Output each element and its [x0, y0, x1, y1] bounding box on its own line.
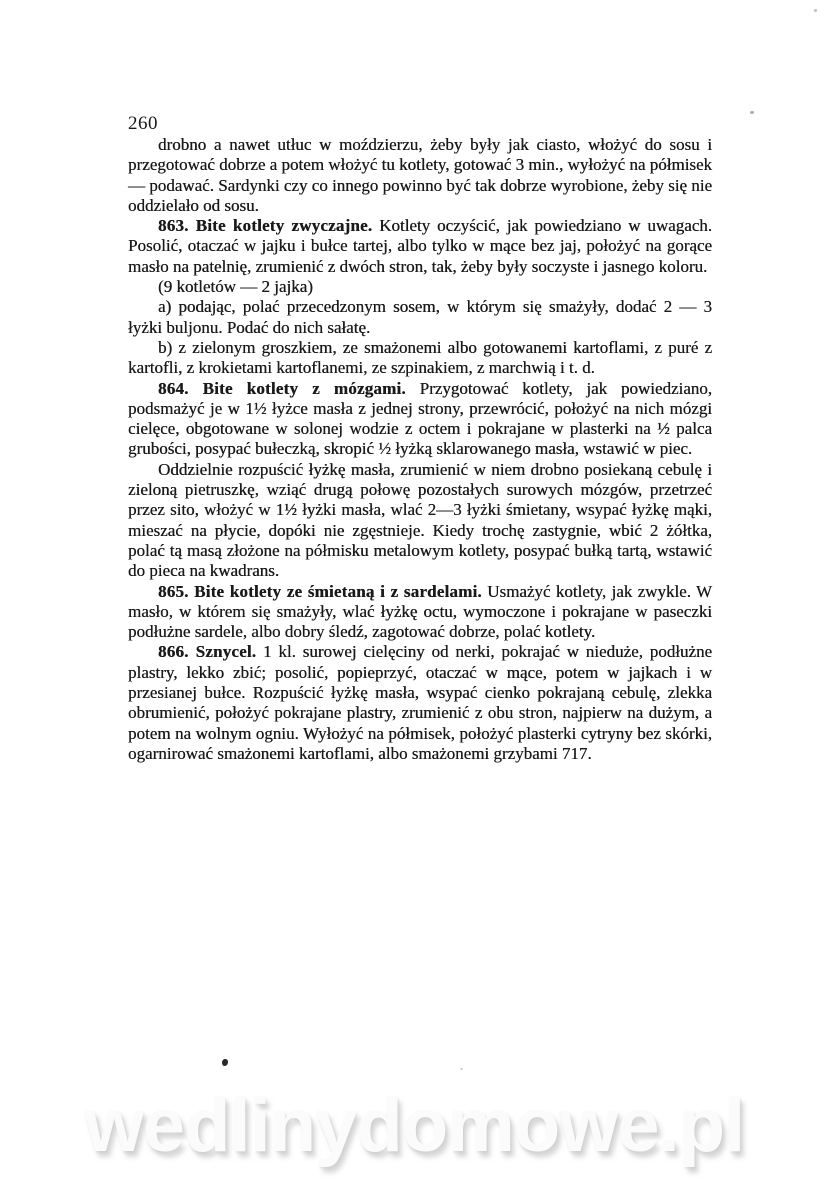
- recipe-865-paragraph: [128, 582, 712, 643]
- recipe-864-body: Przygotować kotlety, jak powiedziano, podsmażyć je w 1½ łyżce masła z jednej strony, przewrócić, położyć na nich mózgi cielęce, obgotowane w solonej wodzie z octem i pokrajane w plasterki na ½ palca grubości, posypać bułeczką, skropić ½ łyżką sklarowanego masła, wstawić w piec.: [128, 378, 713, 459]
- recipe-863-heading: [158, 216, 372, 235]
- recipe-865-body: Usmażyć kotlety, jak zwykle. W masło, w którem się smażyły, wlać łyżkę octu, wymoczone i pokrajane w paseczki podłużne sardele, albo dobry śledź, zagotować dobrze, polać kotlety.: [128, 581, 713, 642]
- page-number: 260: [128, 113, 158, 134]
- ink-speck: [222, 1059, 228, 1066]
- recipe-863-title: Bite kotlety zwyczajne.: [195, 216, 373, 236]
- recipe-863-paragraph: [128, 216, 712, 277]
- intro-paragraph: drobno a nawet utłuc w moździerzu, żeby były jak ciasto, włożyć do sosu i przegotować dobrze a potem włożyć tu kotlety, gotować 3 min., wyłożyć na półmisek — podawać. Sardynki czy co innego powinno być tak dobrze wyrobione, żeby się nie oddzielało od sosu.: [128, 135, 712, 215]
- recipe-866-title: Sznycel.: [195, 642, 257, 662]
- recipe-866-body: 1 kl. surowej cielęciny od nerki, pokrajać w nieduże, podłużne plastry, lekko zbić; posolić, popieprzyć, otaczać w mące, potem w jajkach i w przesianej bułce. Rozpuścić łyżkę masła, wsypać cienko pokrajaną cebulę, zlekka obrumienić, położyć pokrajane plastry, zrumienić z obu stron, najpierw na dużym, a potem na wolnym ogniu. Wyłożyć na półmisek, położyć plasterki cytryny bez skórki, ogarnirować smażonemi kartoflami, albo smażonemi grzybami 717.: [128, 642, 713, 763]
- recipe-864-paragraph: [128, 379, 712, 460]
- text-column: [128, 113, 712, 764]
- recipe-863-number: 863.: [158, 216, 189, 236]
- recipe-866-heading: [158, 642, 256, 661]
- recipe-864-title: Bite kotlety z mózgami.: [202, 378, 406, 398]
- recipe-864-number: 864.: [158, 378, 189, 398]
- recipe-865-number: 865.: [158, 581, 189, 601]
- recipe-865-title: Bite kotlety ze śmietaną i z sardelami.: [194, 581, 482, 601]
- recipe-863-variant-b: b) z zielonym groszkiem, ze smażonemi albo gotowanemi kartoflami, z puré z kartofli, z krokietami kartoflanemi, ze szpinakiem, z marchwią i t. d.: [128, 337, 712, 378]
- recipe-865-heading: [158, 582, 482, 601]
- recipe-864-heading: [158, 379, 406, 398]
- ink-speck: [814, 9, 817, 12]
- recipe-864-second-paragraph: Oddzielnie rozpuścić łyżkę masła, zrumienić w niem drobno posiekaną cebulę i zieloną pietruszkę, wziąć drugą połowę pozostałych surowych mózgów, przetrzeć przez sito, włożyć w 1½ łyżki masła, wlać 2—3 łyżki śmietany, wsypać łyżkę mąki, mieszać na płycie, dopóki nie zgęstnieje. Kiedy trochę zastygnie, wbić 2 żółtka, polać tą masą złożone na półmisku metalowym kotlety, posypać bułką tartą, wstawić do pieca na kwadrans.: [128, 459, 712, 581]
- recipe-866-number: 866.: [158, 642, 189, 662]
- ink-speck: [750, 111, 754, 114]
- ink-speck: [460, 1068, 463, 1070]
- recipe-863-yield-note: (9 kotletów — 2 jajka): [158, 277, 313, 297]
- recipe-863-body: Kotlety oczyścić, jak powiedziano w uwagach. Posolić, otaczać w jajku i bułce tartej, albo tylko w mące bez jaj, położyć na gorące masło na patelnię, zrumienić z dwóch stron, tak, żeby były soczyste i jasnego koloru.: [128, 216, 712, 276]
- watermark: wedlinydomowe.pl: [84, 1083, 745, 1168]
- recipe-866-paragraph: [128, 642, 712, 764]
- recipe-863-variant-a: a) podając, polać przecedzonym sosem, w którym się smażyły, dodać 2 — 3 łyżki buljonu. Podać do nich sałatę.: [128, 297, 712, 337]
